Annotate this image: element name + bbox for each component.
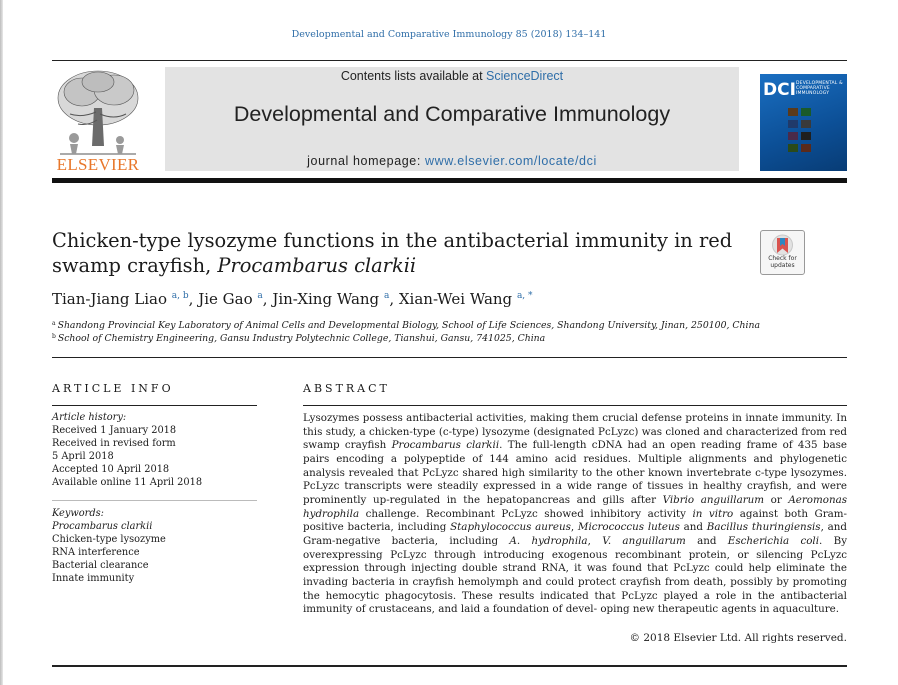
keyword-item[interactable]: RNA interference [52, 547, 140, 558]
journal-homepage [165, 154, 739, 168]
author-affil-mark[interactable]: a, b [171, 291, 189, 301]
abstract-text: revealed that PcLyzc shared high similarity to the other known invertebrate c-type lysozymes. PcLyzc [303, 466, 847, 493]
abstract-italic-term: Micrococcus luteus [577, 521, 680, 534]
article-title [52, 228, 752, 278]
sciencedirect-link[interactable]: ScienceDirect [486, 69, 564, 83]
check-for-updates-label [760, 255, 805, 269]
cover-tile [801, 132, 811, 140]
abstract-text: , [587, 534, 603, 547]
footer-rule [52, 665, 847, 667]
cover-tile [788, 132, 798, 140]
author-affil-mark[interactable]: a, * [516, 291, 533, 301]
author-name[interactable]: Jie Gao [198, 290, 253, 308]
abstract-italic-term: Vibrio anguillarum [662, 493, 765, 506]
cover-subtitle: DEVELOPMENTAL & COMPARATIVE IMMUNOLOGY [796, 81, 843, 96]
article-info-rule [52, 405, 257, 406]
abstract-italic-term: Procambarus clarkii [391, 439, 500, 452]
title-line-1: Chicken-type lysozyme functions in the antibacterial immunity in red [52, 229, 733, 252]
abstract-line [600, 603, 839, 615]
abstract-text: that PcLyzc played a role in the antibacterial immunity of crustaceans, and laid a foundation of devel- [303, 589, 847, 616]
history-entry: Accepted 10 April 2018 [52, 464, 170, 475]
affiliation-rule [52, 357, 847, 358]
cover-tile [801, 108, 811, 116]
cover-tile [801, 120, 811, 128]
history-entry: Received in revised form [52, 438, 176, 449]
history-entry: Received 1 January 2018 [52, 425, 177, 436]
abstract-italic-term: Escherichia coli [727, 534, 820, 547]
contents-availability [165, 69, 739, 83]
abstract-text: . The full-length cDNA had an open reading frame of 435 base pairs [303, 439, 847, 465]
affiliation-mark: a [52, 320, 56, 327]
affiliation-text: Shandong Provincial Key Laboratory of Animal Cells and Developmental Biology, School of Life Sciences, Shandong University, Jinan, 250100, China [57, 320, 761, 331]
abstract-text: challenge. [359, 507, 420, 520]
abstract-rule [303, 405, 847, 406]
abstract-heading: ABSTRACT [303, 382, 390, 395]
keyword-item[interactable]: Procambarus clarkii [52, 521, 153, 532]
header-top-rule [52, 60, 847, 61]
abstract-text: , [570, 521, 578, 534]
title-species: Procambarus clarkii [217, 254, 417, 277]
abstract-text: oping new therapeutic agents in aquaculture. [600, 603, 840, 616]
article-info-heading: ARTICLE INFO [52, 382, 174, 395]
abstract-text: Lysozymes possess antibacterial activities, making them crucial defense proteins in innate immunity. In [303, 412, 847, 424]
page-left-edge [0, 0, 3, 685]
abstract-line [303, 426, 847, 438]
abstract-text: encoding a polypeptide of 144 amino acid residues. Multiple alignments and phylogenetic analysis [303, 452, 847, 479]
abstract-italic-term: A. hydrophila [509, 534, 588, 547]
journal-citation[interactable]: Developmental and Comparative Immunology 85 (2018) 134–141 [291, 29, 607, 40]
abstract-text: or [764, 493, 789, 506]
abstract-italic-term: in vitro [692, 507, 734, 520]
keyword-item[interactable]: Bacterial clearance [52, 560, 149, 571]
homepage-link[interactable]: www.elsevier.com/locate/dci [425, 154, 597, 168]
abstract-line [303, 412, 847, 424]
history-entry: Available online 11 April 2018 [52, 477, 203, 488]
abstract-italic-term: Bacillus thuringiensis [706, 521, 821, 534]
author-list [52, 290, 812, 308]
affiliation-mark: b [52, 333, 56, 340]
author-name[interactable]: Tian-Jiang Liao [52, 290, 167, 308]
abstract-text: protect crayfish from death, possibly by promoting the hemocytic phagocytosis. These results indicated [303, 575, 848, 602]
header-bottom-rule [52, 178, 847, 183]
abstract-text: . By overexpressing PcLyzc through introducing [303, 534, 848, 561]
author-separator: , [188, 290, 199, 308]
journal-cover-image[interactable] [760, 74, 847, 171]
abstract-text: up-regulated in the hepatopancreas and gills after [372, 493, 663, 506]
cover-tile [788, 120, 798, 128]
journal-name[interactable]: Developmental and Comparative Immunology [233, 102, 671, 126]
abstract-text: this study, a chicken-type (c-type) lysozyme (designated PcLyzc) was cloned and characterized from red [303, 425, 847, 438]
cfu-line-1: Check for [768, 255, 797, 262]
abstract-text: exogenous recombinant protein, or silencing PcLyzc expression through injecting double strand RNA, it [303, 548, 848, 575]
author-affil-mark[interactable]: a [257, 291, 263, 301]
article-history [52, 411, 257, 489]
cfu-line-2: updates [770, 262, 795, 269]
author-separator: , [262, 290, 273, 308]
author-name[interactable]: Jin-Xing Wang [272, 290, 380, 308]
keywords-rule [52, 500, 257, 501]
keywords [52, 507, 257, 585]
abstract-italic-term: Aeromonas hydrophila [303, 493, 847, 520]
abstract-text: swamp crayfish [303, 439, 392, 452]
keyword-item[interactable]: Chicken-type lysozyme [52, 534, 166, 545]
abstract-text: including [449, 534, 510, 547]
article-history-label: Article history: [52, 412, 127, 423]
abstract-italic-term: V. anguillarum [602, 534, 686, 547]
cover-tile [788, 144, 798, 152]
affiliation-b [52, 333, 812, 344]
cover-tile [801, 144, 811, 152]
abstract-text: against both Gram-positive bacteria, including [303, 507, 847, 534]
abstract-body [303, 412, 847, 617]
contents-prefix: Contents lists available at [340, 69, 487, 83]
title-line-2 [52, 253, 752, 278]
author-name[interactable]: Xian-Wei Wang [398, 290, 513, 308]
abstract-italic-term: Staphylococcus aureus [450, 521, 571, 534]
abstract-text: and [685, 534, 728, 547]
cover-abbrev: DCI [763, 80, 796, 100]
affiliation-a [52, 320, 812, 331]
affiliation-text: School of Chemistry Engineering, Gansu Industry Polytechnic College, Tianshui, Gansu, 741025, China [57, 333, 546, 344]
homepage-prefix: journal homepage: [307, 154, 425, 168]
elsevier-wordmark[interactable]: ELSEVIER [56, 155, 140, 174]
history-entry: 5 April 2018 [52, 451, 114, 462]
abstract-text: transcripts were steadily expressed in a wide range of tissues in healthy crayfish, and were prominently [303, 480, 847, 506]
abstract-text: Recombinant PcLyzc showed inhibitory activity [425, 507, 693, 520]
author-affil-mark[interactable]: a [383, 291, 390, 301]
author-separator: , [389, 290, 399, 308]
abstract-text: was found that PcLyzc could help eliminate the invading bacteria in crayfish hemolymph and could [303, 562, 847, 588]
keyword-item[interactable]: Innate immunity [52, 573, 135, 584]
title-line-2-text: swamp crayfish, [52, 254, 218, 277]
cover-tile [788, 108, 798, 116]
keywords-label: Keywords: [52, 508, 104, 519]
copyright-notice: © 2018 Elsevier Ltd. All rights reserved. [629, 632, 847, 644]
abstract-text: , and Gram-negative bacteria, [303, 521, 847, 547]
abstract-text: and [679, 521, 707, 534]
